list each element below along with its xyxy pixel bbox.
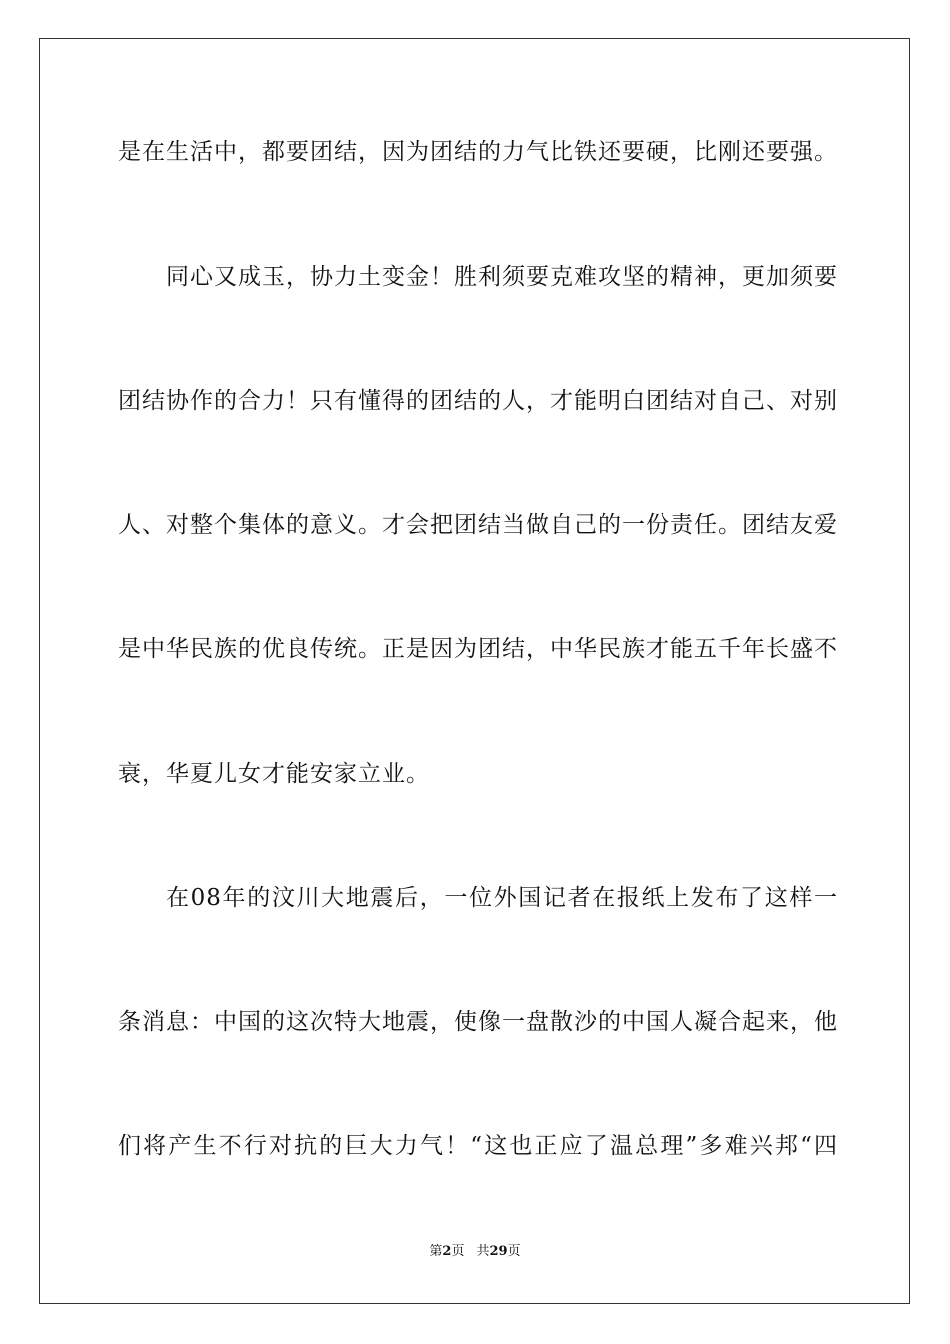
text-line-6: 衰，华夏儿女才能安家立业。 bbox=[118, 761, 430, 787]
page-prefix: 第 bbox=[429, 1244, 443, 1259]
text-line-5: 是中华民族的优良传统。正是因为团结，中华民族才能五千年长盛不 bbox=[118, 636, 838, 662]
page-number: 2 bbox=[442, 1244, 452, 1259]
text-line-7: 在08年的汶川大地震后，一位外国记者在报纸上发布了这样一 bbox=[166, 885, 838, 911]
text-line-9: 们将产生不行对抗的巨大力气！“这也正应了温总理”多难兴邦“四 bbox=[118, 1133, 838, 1159]
page-footer bbox=[0, 1244, 950, 1260]
page-suffix: 页 bbox=[451, 1244, 465, 1259]
text-line-8: 条消息：中国的这次特大地震，使像一盘散沙的中国人凝合起来，他 bbox=[118, 1009, 838, 1035]
text-line-4: 人、对整个集体的意义。才会把团结当做自己的一份责任。团结友爱 bbox=[118, 512, 838, 538]
page-border bbox=[39, 38, 910, 1304]
total-suffix: 页 bbox=[507, 1244, 521, 1259]
total-pages: 29 bbox=[489, 1244, 508, 1259]
text-line-1: 是在生活中，都要团结，因为团结的力气比铁还要硬，比刚还要强。 bbox=[118, 139, 838, 165]
text-line-3: 团结协作的合力！只有懂得的团结的人，才能明白团结对自己、对别 bbox=[118, 388, 838, 414]
total-prefix: 共 bbox=[476, 1244, 490, 1259]
text-line-2: 同心又成玉，协力土变金！胜利须要克难攻坚的精神，更加须要 bbox=[166, 264, 838, 290]
